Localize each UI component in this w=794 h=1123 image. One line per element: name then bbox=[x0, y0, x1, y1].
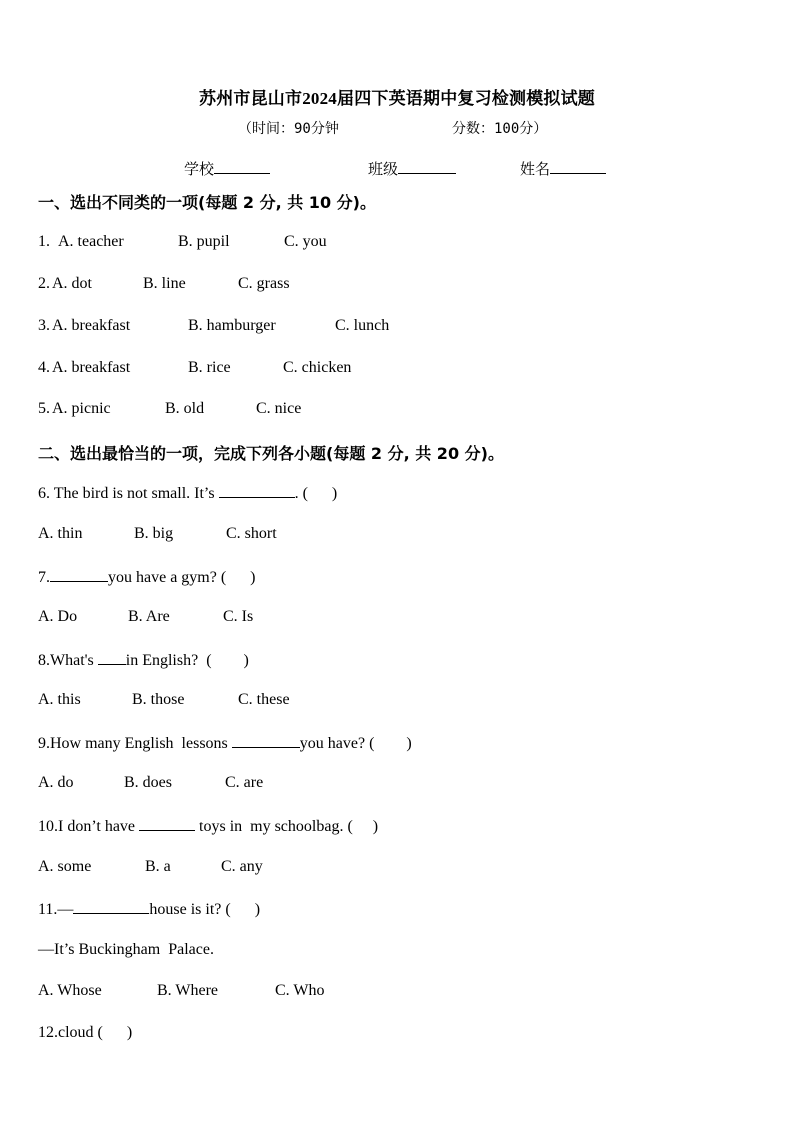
option-a[interactable]: A. this bbox=[38, 691, 81, 708]
option-a[interactable]: A. do bbox=[38, 774, 74, 791]
question-number: 3. bbox=[38, 317, 50, 334]
name-blank[interactable] bbox=[550, 159, 606, 174]
class-field bbox=[368, 158, 456, 179]
question-text: 6. The bird is not small. It’s bbox=[38, 485, 219, 502]
answer-blank[interactable] bbox=[98, 650, 126, 665]
answer-blank[interactable] bbox=[139, 816, 195, 831]
score-info: 分数：100分） bbox=[452, 121, 548, 137]
question-text: 7. bbox=[38, 569, 50, 586]
option-b[interactable]: B. Are bbox=[128, 608, 170, 625]
option-b[interactable]: B. does bbox=[124, 774, 172, 791]
answer-blank[interactable] bbox=[73, 899, 149, 914]
school-field bbox=[184, 158, 270, 179]
option-c[interactable]: C. any bbox=[221, 858, 263, 875]
option-a[interactable]: A. breakfast bbox=[52, 317, 131, 334]
question-number: 1. bbox=[38, 233, 54, 250]
question-text: you have? ( ) bbox=[299, 735, 412, 752]
option-a[interactable]: A. Whose bbox=[38, 982, 102, 999]
option-a[interactable]: A. Do bbox=[38, 608, 78, 625]
question-11-reply: —It’s Buckingham Palace. bbox=[38, 941, 214, 958]
option-a[interactable]: A. dot bbox=[52, 275, 92, 292]
option-c[interactable]: C. Who bbox=[275, 982, 325, 999]
option-b[interactable]: B. old bbox=[165, 400, 205, 417]
option-b[interactable]: B. line bbox=[143, 275, 186, 292]
school-blank[interactable] bbox=[214, 159, 270, 174]
question-number: 4. bbox=[38, 359, 50, 376]
class-label: 班级 bbox=[368, 162, 399, 178]
option-b[interactable]: B. big bbox=[134, 525, 174, 542]
option-b[interactable]: B. pupil bbox=[178, 233, 230, 250]
option-a[interactable]: A. thin bbox=[38, 525, 83, 542]
question-text: 10.I don’t have bbox=[38, 818, 140, 835]
answer-blank[interactable] bbox=[50, 567, 108, 582]
question-7-stem bbox=[38, 567, 256, 587]
question-number: 5. bbox=[38, 400, 50, 417]
question-text: . ( ) bbox=[294, 485, 338, 502]
question-text: 8.What's bbox=[38, 652, 98, 669]
option-c[interactable]: C. chicken bbox=[283, 359, 352, 376]
question-text: 9.How many English lessons bbox=[38, 735, 232, 752]
option-c[interactable]: C. these bbox=[238, 691, 290, 708]
option-c[interactable]: C. short bbox=[226, 525, 277, 542]
exam-title: 苏州市昆山市2024届四下英语期中复习检测模拟试题 bbox=[199, 89, 595, 108]
option-a[interactable]: A. picnic bbox=[52, 400, 111, 417]
section-2-heading: 二、选出最恰当的一项，完成下列各小题(每题 2 分, 共 20 分)。 bbox=[38, 444, 504, 463]
option-a[interactable]: A. breakfast bbox=[52, 359, 131, 376]
question-text: in English? ( ) bbox=[125, 652, 249, 669]
question-8-stem bbox=[38, 650, 249, 670]
school-label: 学校 bbox=[184, 162, 215, 178]
question-text: you have a gym? ( ) bbox=[108, 569, 256, 586]
question-text: 11.— bbox=[38, 901, 74, 918]
question-number: 2. bbox=[38, 275, 50, 292]
option-c[interactable]: C. you bbox=[284, 233, 327, 250]
option-c[interactable]: C. lunch bbox=[335, 317, 390, 334]
answer-blank[interactable] bbox=[232, 733, 300, 748]
question-11-stem bbox=[38, 899, 260, 919]
section-1-heading: 一、选出不同类的一项(每题 2 分, 共 10 分)。 bbox=[38, 193, 376, 212]
option-b[interactable]: B. a bbox=[145, 858, 171, 875]
question-9-stem bbox=[38, 733, 412, 753]
option-c[interactable]: C. grass bbox=[238, 275, 290, 292]
option-c[interactable]: C. are bbox=[225, 774, 264, 791]
question-text: house is it? ( ) bbox=[149, 901, 261, 918]
option-a[interactable]: A. teacher bbox=[58, 233, 124, 250]
option-b[interactable]: B. those bbox=[132, 691, 185, 708]
option-c[interactable]: C. Is bbox=[223, 608, 254, 625]
option-b[interactable]: B. Where bbox=[157, 982, 219, 999]
question-text: toys in my schoolbag. ( ) bbox=[195, 818, 379, 835]
time-info: （时间：90分钟 bbox=[238, 121, 339, 137]
option-c[interactable]: C. nice bbox=[256, 400, 302, 417]
question-10-stem bbox=[38, 816, 378, 836]
option-a[interactable]: A. some bbox=[38, 858, 92, 875]
option-b[interactable]: B. hamburger bbox=[188, 317, 276, 334]
answer-blank[interactable] bbox=[219, 483, 295, 498]
question-12-stem: 12.cloud ( ) bbox=[38, 1024, 133, 1041]
question-6-stem bbox=[38, 483, 337, 503]
option-b[interactable]: B. rice bbox=[188, 359, 231, 376]
name-label: 姓名 bbox=[520, 162, 551, 178]
class-blank[interactable] bbox=[398, 159, 456, 174]
name-field bbox=[520, 158, 606, 179]
